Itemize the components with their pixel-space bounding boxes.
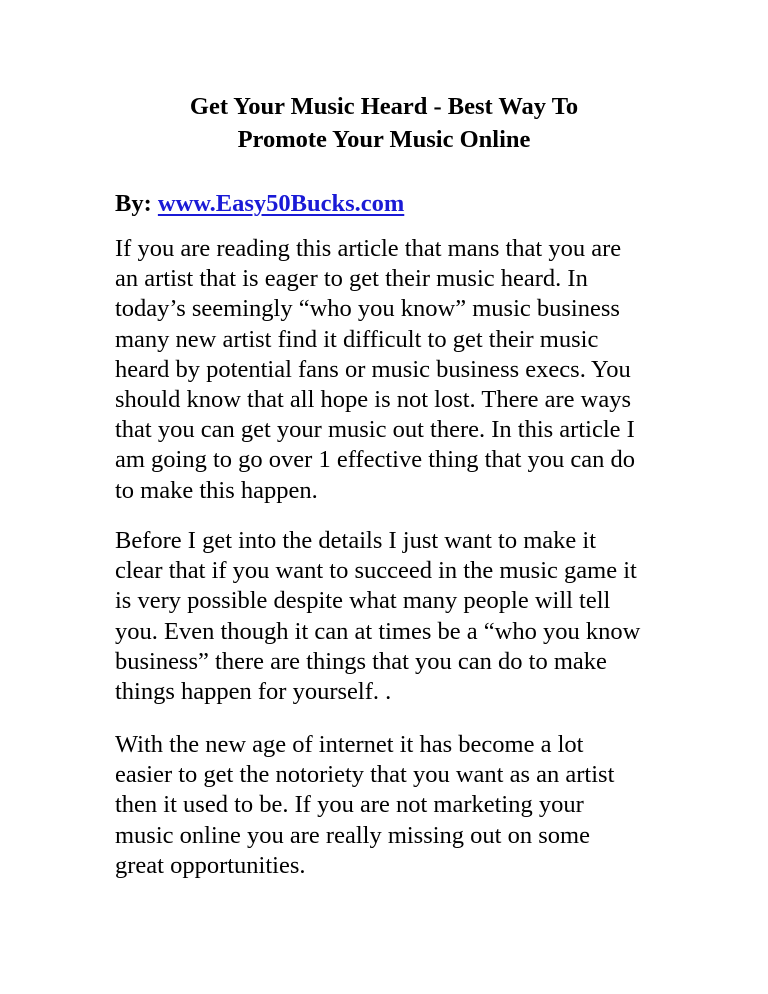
title-line: Get Your Music Heard - Best Way To xyxy=(189,93,579,120)
title-line: Promote Your Music Online xyxy=(237,126,531,153)
paragraph-line: that you can get your music out there. In this article I xyxy=(115,416,635,444)
article-paragraph xyxy=(115,730,614,881)
paragraph-line: business” there are things that you can do to make xyxy=(115,647,607,675)
paragraph-line: many new artist find it difficult to get their music xyxy=(115,325,599,353)
paragraph-line: things happen for yourself. . xyxy=(115,678,392,706)
byline-label: By: xyxy=(115,190,152,217)
article-title xyxy=(0,90,768,156)
paragraph-line: clear that if you want to succeed in the music game it xyxy=(115,557,637,585)
paragraph-line: you. Even though it can at times be a “who you know xyxy=(115,617,641,645)
article-paragraph xyxy=(115,526,640,707)
paragraph-line: an artist that is eager to get their music heard. In xyxy=(115,265,588,293)
paragraph-line: easier to get the notoriety that you want as an artist xyxy=(115,761,615,789)
paragraph-line: should know that all hope is not lost. There are ways xyxy=(115,386,631,414)
article-paragraph xyxy=(115,234,635,506)
paragraph-line: is very possible despite what many people will tell xyxy=(115,587,611,615)
paragraph-line: heard by potential fans or music business execs. You xyxy=(115,355,631,383)
paragraph-line: today’s seemingly “who you know” music business xyxy=(115,295,620,323)
paragraph-line: great opportunities. xyxy=(115,851,306,879)
author-website-link[interactable]: www.Easy50Bucks.com xyxy=(157,190,405,217)
paragraph-line: then it used to be. If you are not marketing your xyxy=(115,791,584,819)
paragraph-line: to make this happen. xyxy=(115,476,318,504)
author-byline xyxy=(115,188,404,220)
paragraph-line: Before I get into the details I just want to make it xyxy=(115,527,597,554)
paragraph-line: am going to go over 1 effective thing that you can do xyxy=(115,446,636,474)
paragraph-line: music online you are really missing out on some xyxy=(115,821,590,849)
paragraph-line: With the new age of internet it has become a lot xyxy=(115,731,584,758)
paragraph-line: If you are reading this article that mans that you are xyxy=(115,235,622,262)
